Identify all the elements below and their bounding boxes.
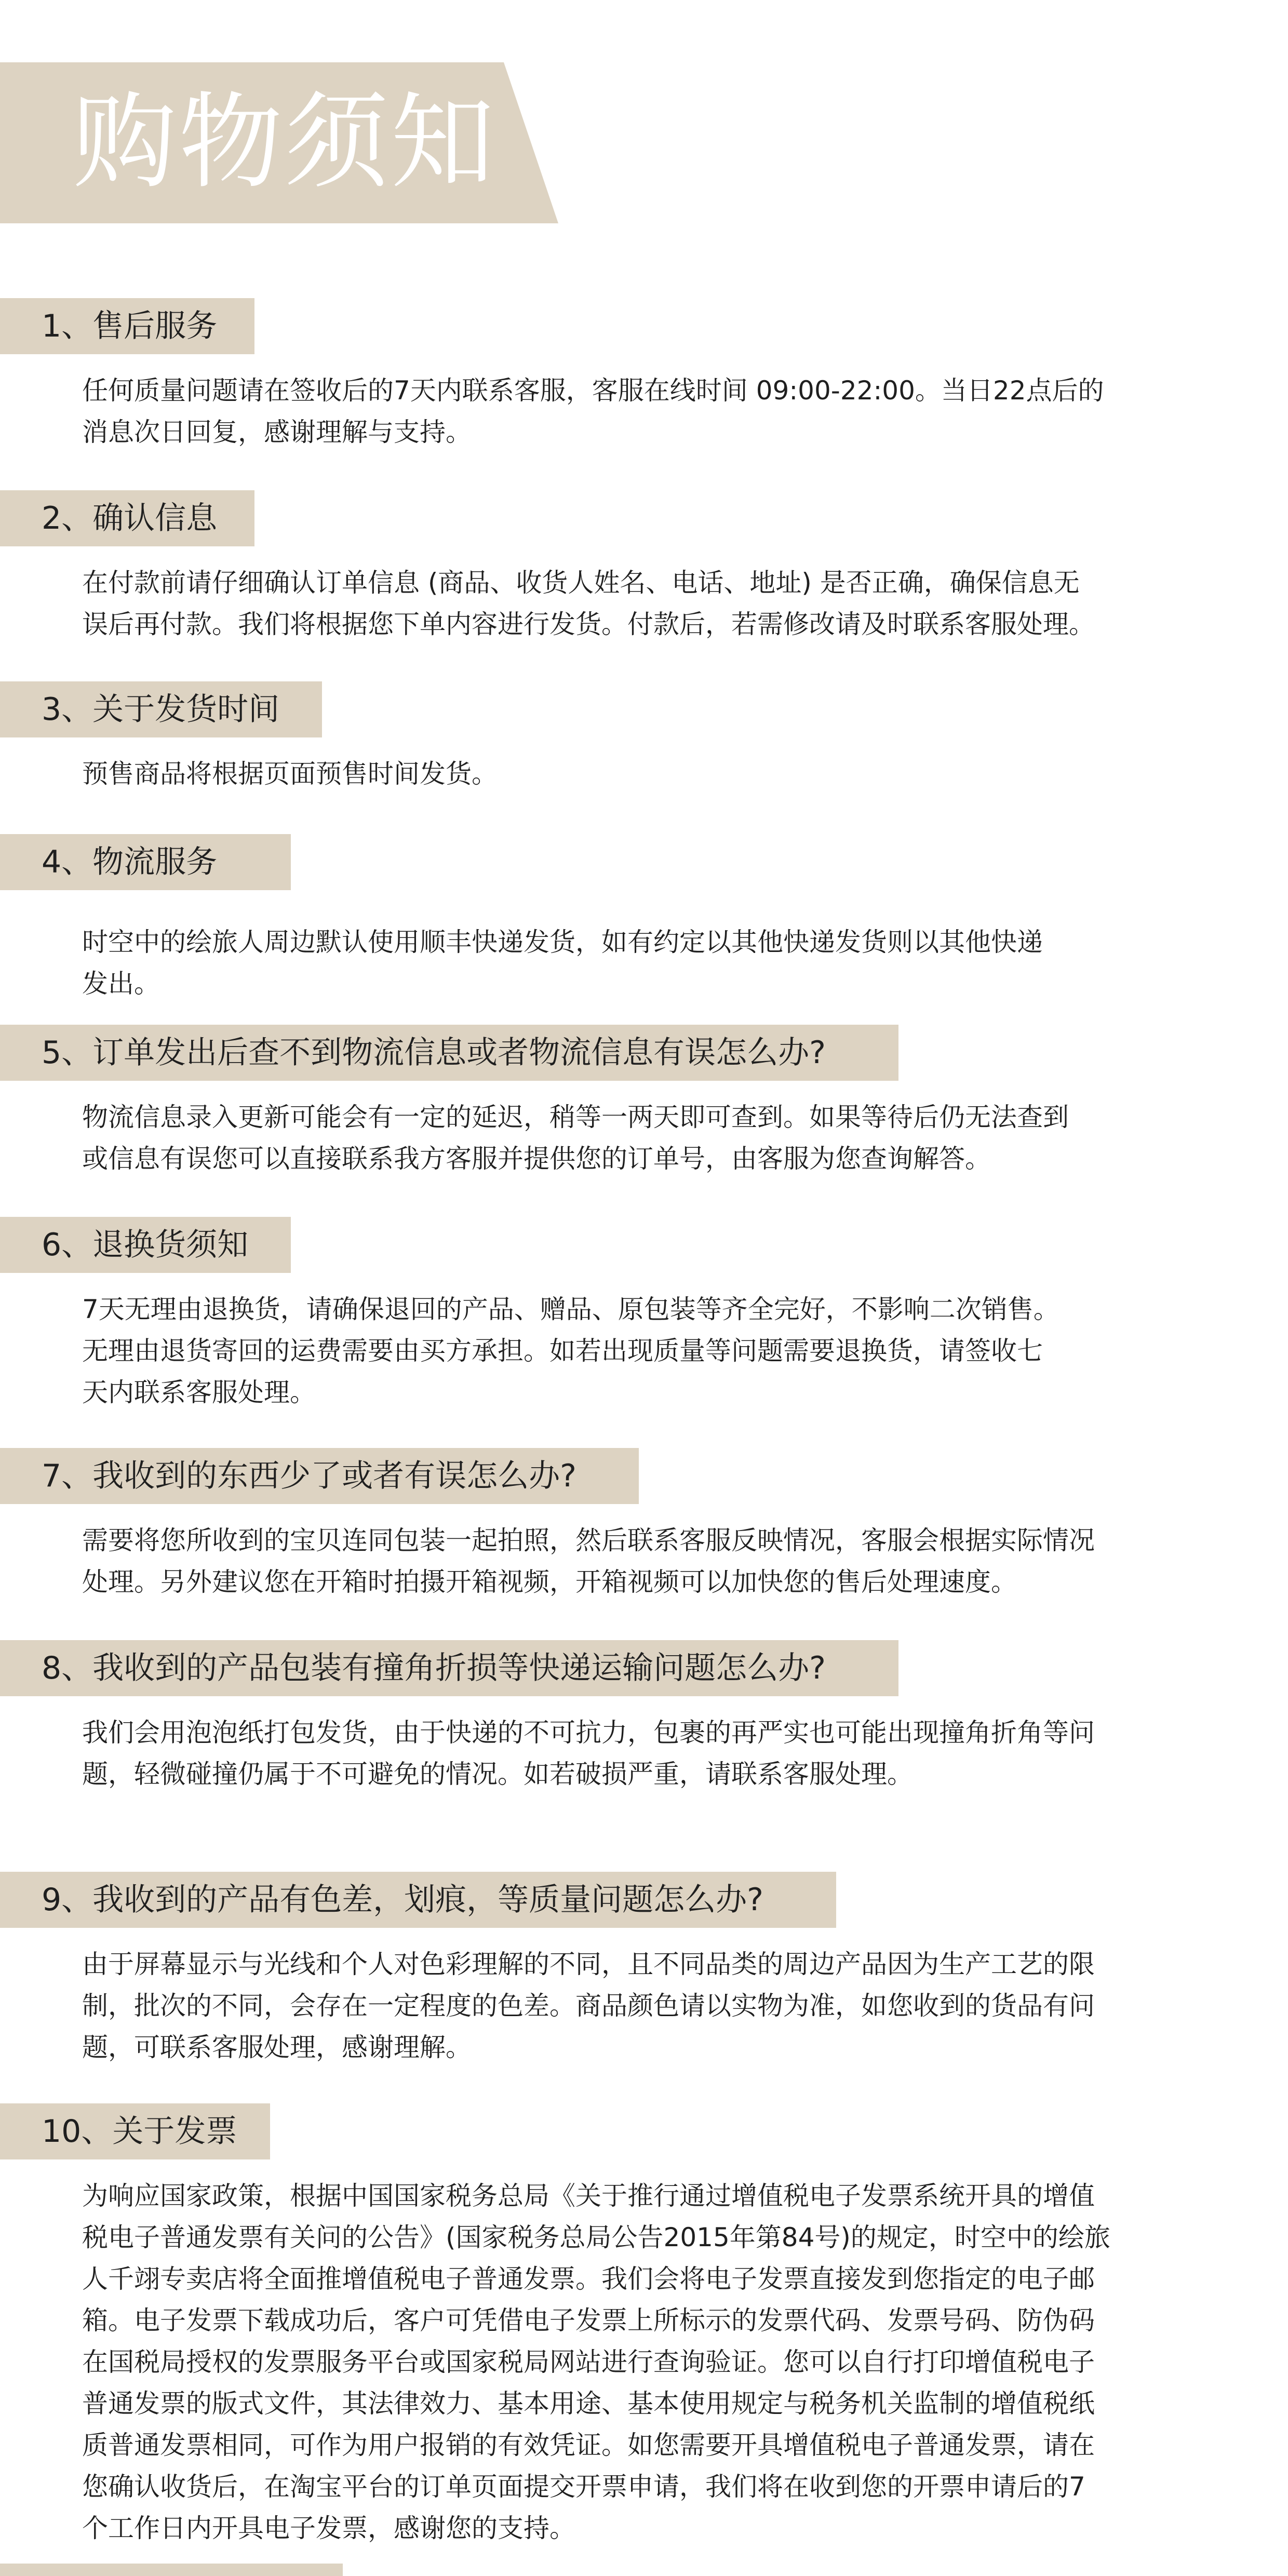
body-line: 您确认收货后，在淘宝平台的订单页面提交开票申请，我们将在收到您的开票申请后的7 (82, 2472, 1085, 2502)
body-line: 7天无理由退换货，请确保退回的产品、赠品、原包装等齐全完好，不影响二次销售。 (82, 1294, 1059, 1324)
section-heading: 4、物流服务 (0, 834, 291, 890)
body-line: 制，批次的不同，会存在一定程度的色差。商品颜色请以实物为准，如您收到的货品有问 (82, 1991, 1095, 2021)
body-line: 发出。 (82, 969, 160, 999)
body-line: 需要将您所收到的宝贝连同包装一起拍照，然后联系客服反映情况，客服会根据实际情况 (82, 1525, 1095, 1555)
bottom-decoration (0, 2564, 343, 2576)
page-title: 购物须知 (73, 82, 497, 203)
body-line: 由于屏幕显示与光线和个人对色彩理解的不同，且不同品类的周边产品因为生产工艺的限 (82, 1949, 1095, 1979)
section-body (82, 2175, 1245, 2549)
section-heading: 2、确认信息 (0, 490, 254, 546)
body-line: 或信息有误您可以直接联系我方客服并提供您的订单号，由客服为您查询解答。 (82, 1144, 991, 1174)
section-body (82, 1289, 1245, 1413)
body-line: 预售商品将根据页面预售时间发货。 (82, 759, 498, 789)
body-line: 税电子普通发票有关问的公告》(国家税务总局公告2015年第84号)的规定，时空中的绘旅 (82, 2222, 1110, 2252)
body-line: 人千翊专卖店将全面推增值税电子普通发票。我们会将电子发票直接发到您指定的电子邮 (82, 2264, 1095, 2294)
section-body (82, 1520, 1245, 1603)
body-line: 为响应国家政策，根据中国国家税务总局《关于推行通过增值税电子发票系统开具的增值 (82, 2181, 1095, 2211)
body-line: 质普通发票相同，可作为用户报销的有效凭证。如您需要开具增值税电子普通发票，请在 (82, 2430, 1095, 2460)
body-line: 个工作日内开具电子发票，感谢您的支持。 (82, 2513, 575, 2543)
section-body (82, 562, 1245, 645)
body-line: 消息次日回复，感谢理解与支持。 (82, 417, 472, 447)
section-heading: 8、我收到的产品包装有撞角折损等快递运输问题怎么办? (0, 1640, 898, 1696)
section-body (82, 1712, 1245, 1795)
section-body (82, 921, 1245, 1004)
body-line: 任何质量问题请在签收后的7天内联系客服，客服在线时间 09:00-22:00。当日22点后的 (82, 375, 1104, 406)
body-line: 箱。电子发票下载成功后，客户可凭借电子发票上所标示的发票代码、发票号码、防伪码 (82, 2305, 1095, 2336)
body-line: 处理。另外建议您在开箱时拍摄开箱视频，开箱视频可以加快您的售后处理速度。 (82, 1567, 1017, 1597)
body-line: 误后再付款。我们将根据您下单内容进行发货。付款后，若需修改请及时联系客服处理。 (82, 609, 1095, 639)
body-line: 物流信息录入更新可能会有一定的延迟，稍等一两天即可查到。如果等待后仍无法查到 (82, 1102, 1069, 1132)
section-heading: 10、关于发票 (0, 2103, 270, 2159)
body-line: 普通发票的版式文件，其法律效力、基本用途、基本使用规定与税务机关监制的增值税纸 (82, 2389, 1095, 2419)
body-line: 题，可联系客服处理，感谢理解。 (82, 2032, 472, 2062)
section-heading: 3、关于发货时间 (0, 681, 322, 737)
section-heading: 9、我收到的产品有色差，划痕，等质量问题怎么办? (0, 1872, 836, 1928)
section-heading: 1、售后服务 (0, 298, 254, 354)
section-heading: 6、退换货须知 (0, 1217, 291, 1273)
body-line: 时空中的绘旅人周边默认使用顺丰快递发货，如有约定以其他快递发货则以其他快递 (82, 927, 1043, 957)
section-body (82, 1096, 1245, 1179)
section-body (82, 1943, 1245, 2068)
body-line: 我们会用泡泡纸打包发货，由于快递的不可抗力，包裹的再严实也可能出现撞角折角等问 (82, 1718, 1095, 1748)
section-heading: 5、订单发出后查不到物流信息或者物流信息有误怎么办? (0, 1025, 898, 1081)
body-line: 在付款前请仔细确认订单信息 (商品、收货人姓名、电话、地址) 是否正确，确保信息无 (82, 568, 1080, 598)
body-line: 题，轻微碰撞仍属于不可避免的情况。如若破损严重，请联系客服处理。 (82, 1759, 913, 1789)
section-body (82, 370, 1245, 453)
body-line: 在国税局授权的发票服务平台或国家税局网站进行查询验证。您可以自行打印增值税电子 (82, 2347, 1095, 2377)
section-heading: 7、我收到的东西少了或者有误怎么办? (0, 1448, 639, 1504)
body-line: 无理由退货寄回的运费需要由买方承担。如若出现质量等问题需要退换货，请签收七 (82, 1336, 1043, 1366)
body-line: 天内联系客服处理。 (82, 1377, 316, 1407)
section-body (82, 753, 1245, 795)
